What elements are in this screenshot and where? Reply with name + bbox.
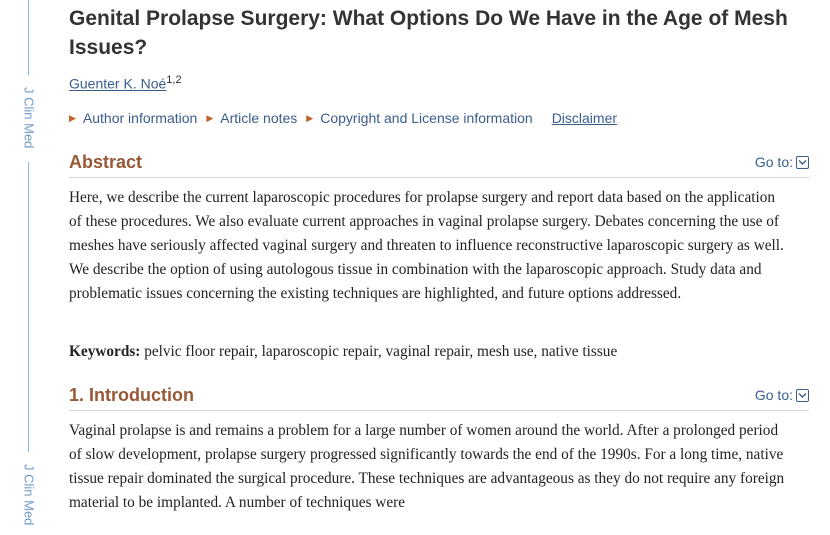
author-affiliation: 1,2 xyxy=(166,74,182,86)
article-notes-bar xyxy=(69,110,626,126)
copyright-license-label: Copyright and License information xyxy=(320,110,533,126)
keywords-label: Keywords: xyxy=(69,343,141,360)
abstract-header xyxy=(69,148,809,178)
keywords-list: pelvic floor repair, laparoscopic repair, vaginal repair, mesh use, native tissue xyxy=(144,343,618,360)
goto-label: Go to: xyxy=(754,154,793,170)
author-information-toggle[interactable] xyxy=(69,110,197,126)
introduction-header xyxy=(69,381,809,411)
keywords xyxy=(69,340,789,364)
article-notes-label: Article notes xyxy=(220,110,298,126)
copyright-license-toggle[interactable] xyxy=(306,110,532,126)
journal-label: J Clin Med xyxy=(22,78,36,158)
author-information-label: Author information xyxy=(82,110,198,126)
triangle-right-icon: ▶ xyxy=(206,112,214,123)
abstract-heading: Abstract xyxy=(69,152,143,172)
introduction-heading: 1. Introduction xyxy=(69,385,194,405)
rail-line xyxy=(28,0,29,75)
disclaimer-link[interactable]: Disclaimer xyxy=(551,110,618,126)
triangle-right-icon: ▶ xyxy=(69,112,76,123)
article-title: Genital Prolapse Surgery: What Options Do We Have in the Age of Mesh Issues? xyxy=(69,7,788,59)
triangle-right-icon: ▶ xyxy=(306,112,314,123)
author-link[interactable]: Guenter K. Noé xyxy=(69,75,167,92)
author-line xyxy=(69,74,182,92)
chevron-down-icon xyxy=(796,156,809,169)
abstract-goto-button[interactable] xyxy=(755,154,809,170)
introduction-text: Vaginal prolapse is and remains a problem for a large number of women around the world. After a prolonged period of slow development, prolapse surgery progressed significantly towards the end of the 1990s. For a long time, native tissue repair dominated the surgical procedure. These techniques are advantageous as they do not require any foreign material to be implanted. A number of techniques were xyxy=(69,422,785,511)
journal-label: J Clin Med xyxy=(22,455,36,535)
journal-side-rail xyxy=(21,0,37,526)
abstract-text: Here, we describe the current laparoscopic procedures for prolapse surgery and report data based on the application of these procedures. We also evaluate current approaches in vaginal prolapse surgery. Debates concerning the use of meshes have seriously affected vaginal surgery and threaten to influence reconstructive laparoscopic surgery as well. We describe the option of using autologous tissue in combination with the laparoscopic approach. Study data and problematic issues concerning the existing techniques are highlighted, and future options addressed. xyxy=(69,189,784,302)
chevron-down-icon xyxy=(796,389,809,402)
rail-line xyxy=(28,162,29,452)
article-notes-toggle[interactable] xyxy=(206,110,297,126)
goto-label: Go to: xyxy=(754,387,793,403)
introduction-goto-button[interactable] xyxy=(755,387,809,403)
